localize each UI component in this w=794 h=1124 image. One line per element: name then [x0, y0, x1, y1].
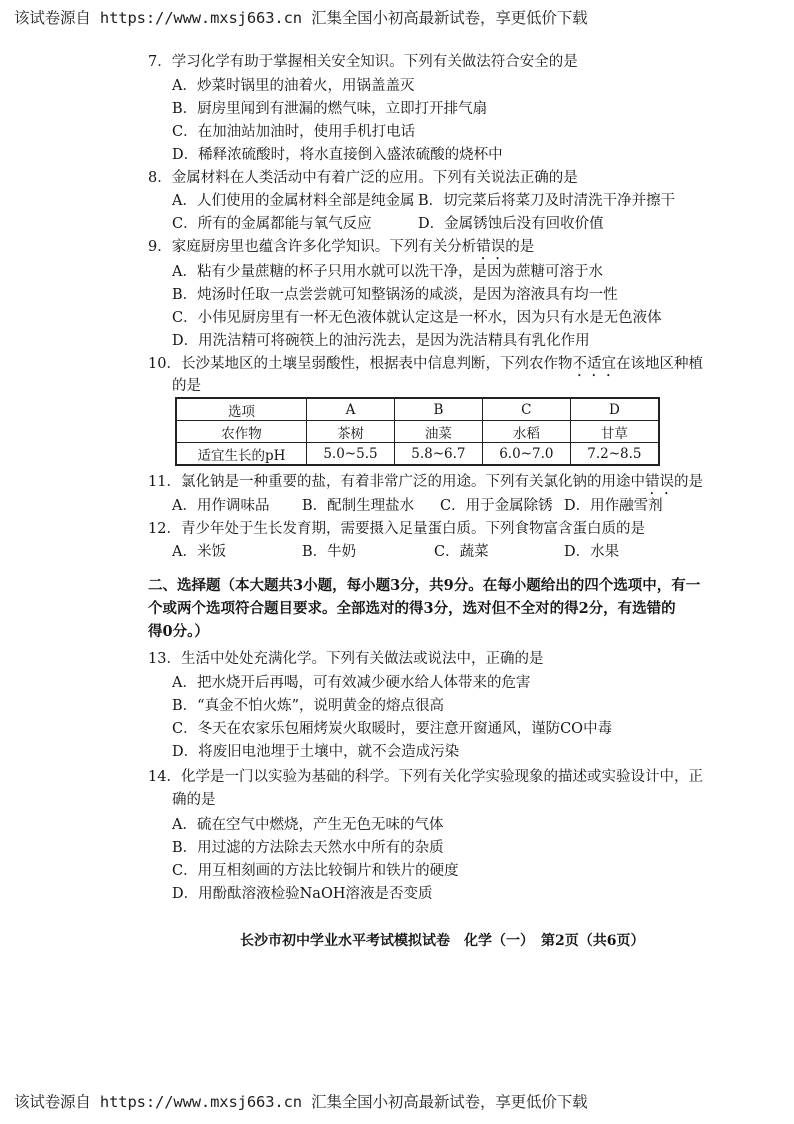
table-cell: 7.2~8.5	[570, 443, 659, 466]
table-cell: 选项	[176, 398, 307, 421]
page-footer: 长沙市初中学业水平考试模拟试卷 化学（一） 第2页（共6页）	[240, 933, 645, 949]
question-9-option-c: C．小伟见厨房里有一杯无色液体就认定这是一杯水，因为只有水是无色液体	[172, 310, 662, 326]
question-12-option-b: B．牛奶	[302, 544, 357, 560]
question-8-option-b: B．切完菜后将菜刀及时清洗干净并擦干	[418, 193, 676, 209]
question-10-stem-end: 在该地区种植	[615, 356, 703, 372]
question-9-stem-text: 9．家庭厨房里也蕴含许多化学知识。下列有关分析	[148, 239, 477, 255]
question-10-stem	[148, 354, 703, 380]
table-cell: 5.0~5.5	[307, 443, 395, 466]
question-13-option-b: B．“真金不怕火炼”，说明黄金的熔点很高	[172, 698, 444, 714]
section-2-heading: 二、选择题（本大题共3小题，每小题3分，共9分。在每小题给出的四个选项中，有一	[148, 577, 701, 594]
question-13-option-d: D．将废旧电池埋于土壤中，就不会造成污染	[172, 744, 460, 760]
question-14-option-d: D．用酚酞溶液检验NaOH溶液是否变质	[172, 886, 433, 902]
question-11-option-b: B．配制生理盐水	[302, 498, 415, 514]
table-row	[176, 398, 659, 421]
question-8-option-c: C．所有的金属都能与氧气反应	[172, 216, 372, 232]
question-11-option-a: A．用作调味品	[172, 498, 270, 514]
table-cell: 油菜	[394, 421, 482, 443]
question-12-option-c: C．蔬菜	[434, 544, 489, 560]
question-9-stem-end: 的是	[505, 239, 535, 255]
question-12-option-d: D．水果	[564, 544, 620, 560]
table-cell: D	[570, 398, 659, 421]
question-7-option-b: B．厨房里闻到有泄漏的燃气味，立即打开排气扇	[172, 101, 488, 117]
question-11-stem	[148, 472, 703, 498]
question-9-option-b: B．炖汤时任取一点尝尝就可知整锅汤的咸淡，是因为溶液具有均一性	[172, 287, 618, 303]
question-9-option-a: A．粘有少量蔗糖的杯子只用水就可以洗干净，是因为蔗糖可溶于水	[172, 264, 603, 280]
question-9-emphasis: 错误	[476, 239, 506, 255]
question-9-stem	[148, 237, 534, 263]
table-cell: 适宜生长的pH	[176, 443, 307, 466]
question-10-stem-text: 10．长沙某地区的土壤呈弱酸性，根据表中信息判断，下列农作物	[148, 356, 573, 372]
question-11-stem-end: 的是	[673, 474, 703, 490]
question-9-option-d: D．用洗洁精可将碗筷上的油污洗去，是因为洗洁精具有乳化作用	[172, 333, 590, 349]
question-13-stem: 13．生活中处处充满化学。下列有关做法或说法中，正确的是	[148, 651, 544, 667]
question-7-stem: 7．学习化学有助于掌握相关安全知识。下列有关做法符合安全的是	[148, 54, 578, 70]
source-banner-top: 该试卷源自 https://www.mxsj663.cn 汇集全国小初高最新试卷，享更低价下载	[14, 9, 588, 27]
table-row	[176, 443, 659, 466]
table-cell: 茶树	[307, 421, 395, 443]
table-row	[176, 421, 659, 443]
source-banner-bottom: 该试卷源自 https://www.mxsj663.cn 汇集全国小初高最新试卷，享更低价下载	[14, 1093, 588, 1111]
question-10-stem-line-2: 的是	[172, 378, 201, 394]
table-cell: 甘草	[570, 421, 659, 443]
table-cell: 5.8~6.7	[394, 443, 482, 466]
question-8-option-d: D．金属锈蚀后没有回收价值	[418, 216, 604, 232]
table-cell: A	[307, 398, 395, 421]
question-13-option-a: A．把水烧开后再喝，可有效减少硬水给人体带来的危害	[172, 675, 531, 691]
question-14-stem-line-2: 确的是	[172, 792, 216, 808]
table-cell: 农作物	[176, 421, 307, 443]
question-7-option-d: D．稀释浓硫酸时，将水直接倒入盛浓硫酸的烧杯中	[172, 147, 503, 163]
question-8-option-a: A．人们使用的金属材料全部是纯金属	[172, 193, 415, 209]
question-11-option-d: D．用作融雪剂	[564, 498, 663, 514]
question-10-emphasis: 不适宜	[572, 356, 616, 372]
table-cell: 水稻	[482, 421, 570, 443]
question-14-option-c: C．用互相刻画的方法比较铜片和铁片的硬度	[172, 863, 459, 879]
question-7-option-c: C．在加油站加油时，使用手机打电话	[172, 124, 416, 140]
question-8-stem: 8．金属材料在人类活动中有着广泛的应用。下列有关说法正确的是	[148, 170, 578, 186]
question-12-option-a: A．米饭	[172, 544, 226, 560]
question-14-option-b: B．用过滤的方法除去天然水中所有的杂质	[172, 840, 444, 856]
table-cell: B	[394, 398, 482, 421]
question-11-stem-text: 11．氯化钠是一种重要的盐，有着非常广泛的用途。下列有关氯化钠的用途中	[148, 474, 645, 490]
table-cell: C	[482, 398, 570, 421]
question-7-option-a: A．炒菜时锅里的油着火，用锅盖盖灭	[172, 78, 415, 94]
question-11-option-c: C．用于金属除锈	[440, 498, 553, 514]
table-cell: 6.0~7.0	[482, 443, 570, 466]
question-14-option-a: A．硫在空气中燃烧，产生无色无味的气体	[172, 817, 444, 833]
section-2-instructions-end: 得0分。）	[148, 623, 209, 640]
question-11-emphasis: 错误	[644, 474, 674, 490]
question-12-stem: 12．青少年处于生长发育期，需要摄入足量蛋白质。下列食物富含蛋白质的是	[148, 521, 645, 537]
question-14-stem: 14．化学是一门以实验为基础的科学。下列有关化学实验现象的描述或实验设计中，正	[148, 769, 703, 785]
ph-table	[175, 397, 660, 466]
section-2-instructions: 个或两个选项符合题目要求。全部选对的得3分，选对但不全对的得2分，有选错的	[148, 600, 676, 617]
question-13-option-c: C．冬天在农家乐包厢烤炭火取暖时，要注意开窗通风，谨防CO中毒	[172, 721, 613, 737]
